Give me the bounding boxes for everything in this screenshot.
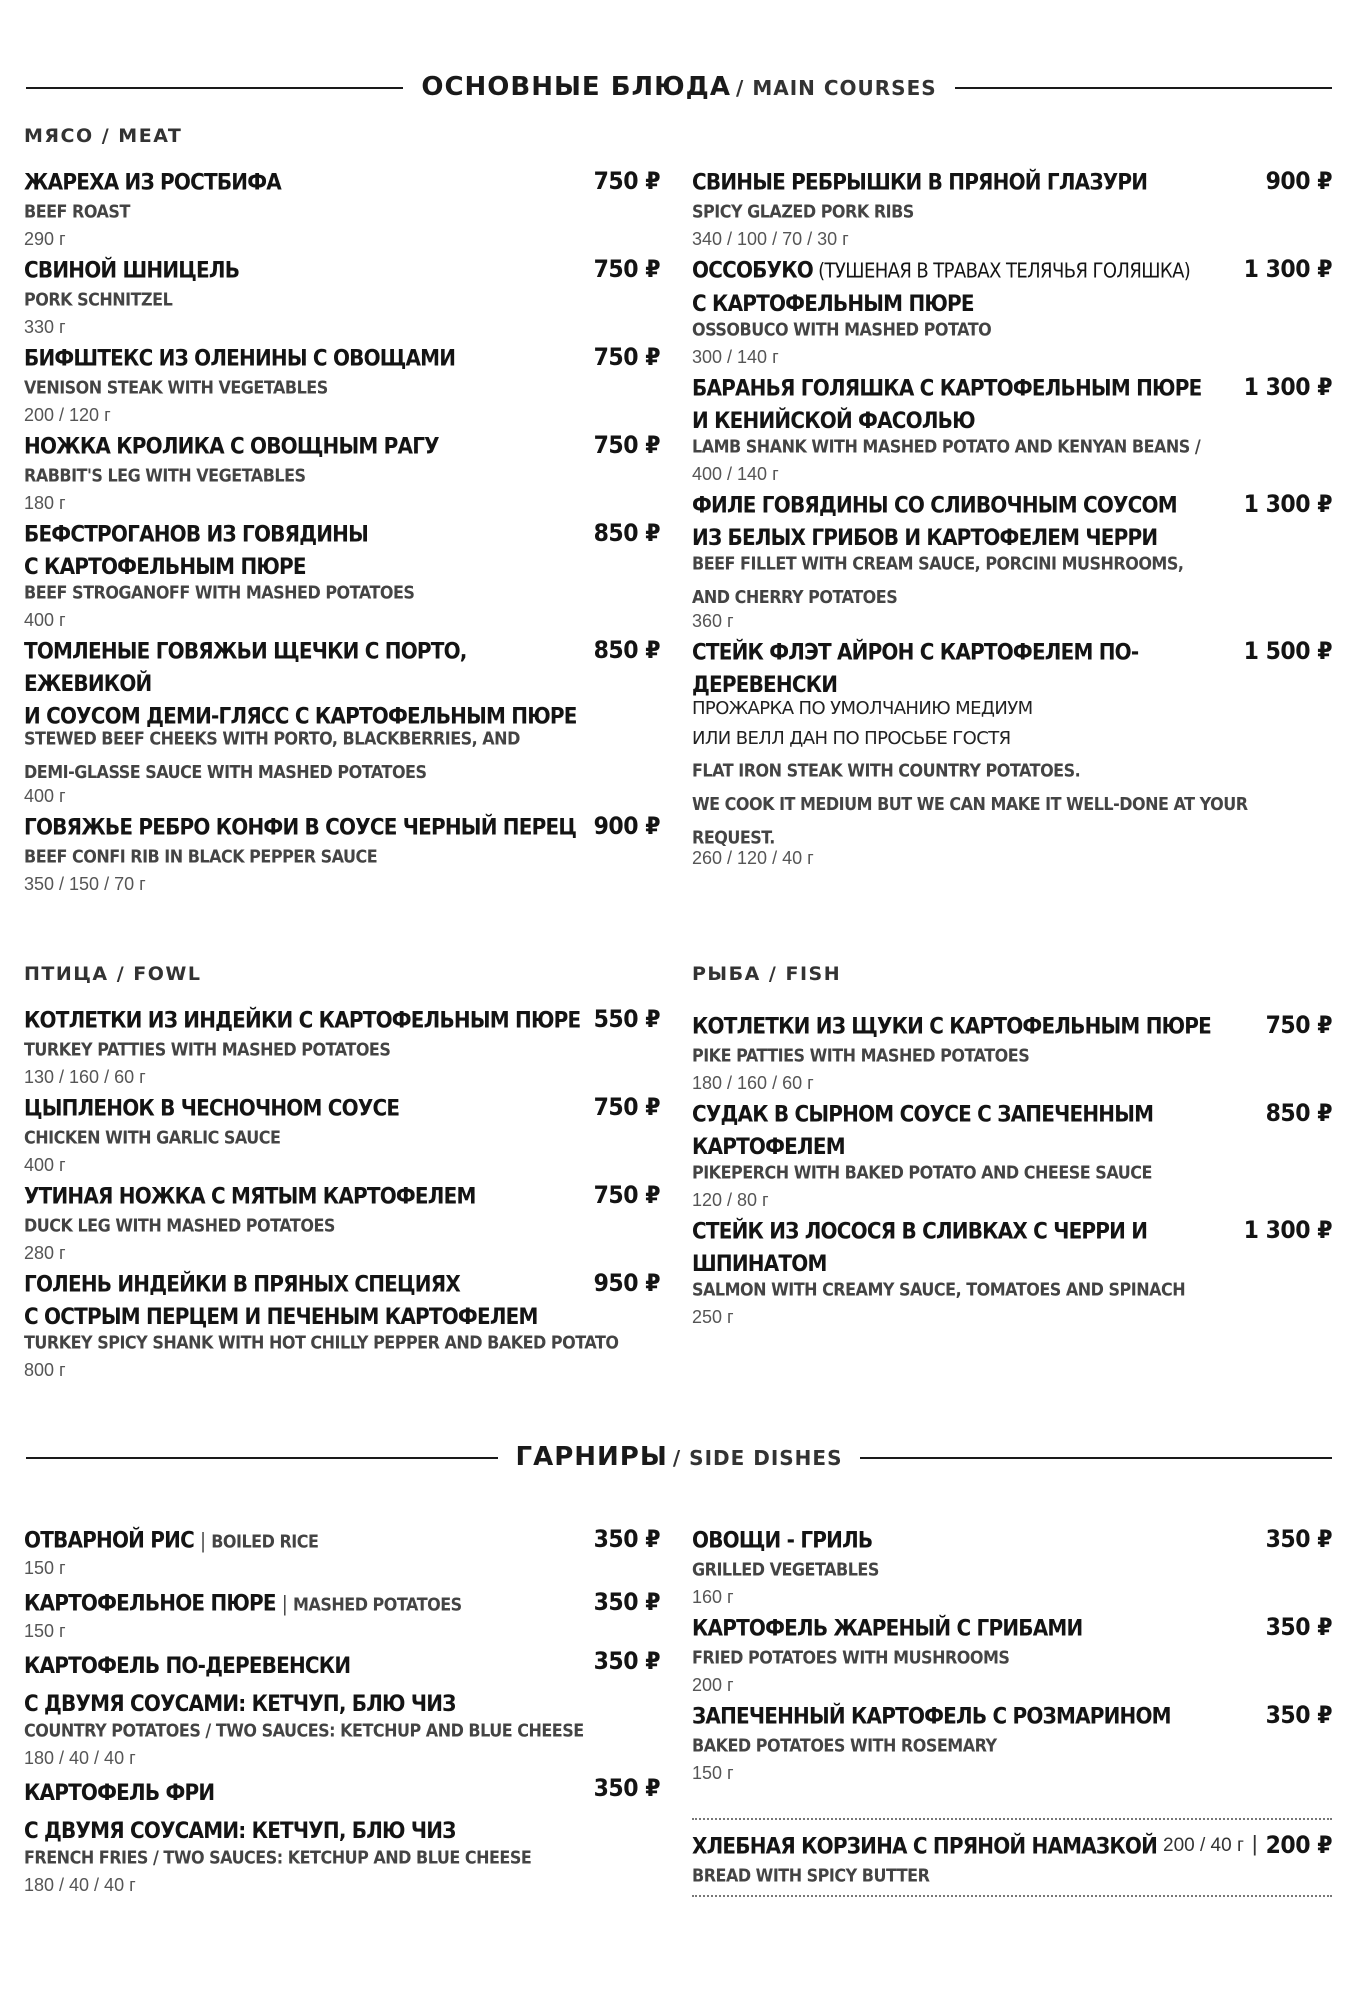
price-separator: | (1251, 1831, 1258, 1856)
menu-item (24, 1092, 660, 1180)
item-name (692, 254, 1190, 320)
item-name-en: CHICKEN WITH GARLIC SAUCE (24, 1126, 281, 1148)
main-courses-title-ru: ОСНОВНЫЕ БЛЮДА (421, 71, 731, 102)
main-courses-header (26, 68, 1332, 108)
item-name-en: PIKE PATTIES WITH MASHED POTATOES (692, 1044, 1030, 1066)
item-name-en: BAKED POTATOES WITH ROSEMARY (692, 1734, 997, 1756)
item-price: 850 ₽ (593, 520, 660, 548)
item-price: 750 ₽ (1265, 1012, 1332, 1040)
item-name-en: TURKEY SPICY SHANK WITH HOT CHILLY PEPPER AND BAKED POTATO (24, 1331, 619, 1353)
item-weight: 360 г (692, 611, 734, 631)
item-weight: 180 / 40 / 40 г (24, 1875, 136, 1895)
item-name: ЦЫПЛЕНОК В ЧЕСНОЧНОМ СОУСЕ (24, 1094, 400, 1122)
meat-right-column (692, 166, 1332, 873)
item-weight: 400 г (24, 1155, 66, 1175)
item-price: 200 ₽ (1265, 1832, 1332, 1860)
menu-item (692, 1215, 1332, 1332)
item-name-en: DUCK LEG WITH MASHED POTATOES (24, 1214, 335, 1236)
item-name-main: ОССОБУКО (692, 256, 813, 284)
fish-column (692, 1010, 1332, 1332)
item-weight: 150 г (24, 1621, 66, 1641)
item-name-en: STEWED BEEF CHEEKS WITH PORTO, BLACKBERRIES, AND DEMI-GLASSE SAUCE WITH MASHED POTATOES (24, 727, 520, 783)
sides-right-column (692, 1524, 1332, 1788)
side-dishes-header (26, 1438, 1332, 1478)
menu-item (24, 166, 660, 254)
menu-item (24, 1587, 660, 1646)
menu-item (692, 254, 1332, 372)
menu-item (692, 636, 1332, 873)
item-weight: 130 / 160 / 60 г (24, 1067, 146, 1087)
item-name: ТОМЛЕНЫЕ ГОВЯЖЬИ ЩЕЧКИ С ПОРТО, ЕЖЕВИКОЙ И СОУСОМ ДЕМИ-ГЛЯСС С КАРТОФЕЛЬНЫМ ПЮРЕ (24, 637, 577, 730)
item-name: ОВОЩИ - ГРИЛЬ (692, 1526, 873, 1554)
menu-item (692, 1010, 1332, 1098)
item-name-en: SALMON WITH CREAMY SAUCE, TOMATOES AND SPINACH (692, 1278, 1186, 1300)
menu-item (24, 1646, 660, 1773)
menu-item (692, 166, 1332, 254)
item-name: СВИНОЙ ШНИЦЕЛЬ (24, 256, 240, 284)
item-weight: 330 г (24, 317, 66, 337)
item-name-en: GRILLED VEGETABLES (692, 1558, 879, 1580)
item-weight: 250 г (692, 1307, 734, 1327)
item-weight: 400 г (24, 610, 66, 630)
item-price: 1 300 ₽ (1243, 374, 1332, 402)
menu-item (24, 518, 660, 635)
item-weight: 200 / 120 г (24, 405, 111, 425)
item-name-en: BREAD WITH SPICY BUTTER (692, 1864, 930, 1886)
item-name-ru: ОТВАРНОЙ РИС (24, 1526, 194, 1554)
item-name: ЖАРЕХА ИЗ РОСТБИФА (24, 168, 281, 196)
item-price: 1 300 ₽ (1243, 256, 1332, 284)
item-price: 350 ₽ (593, 1648, 660, 1676)
item-weight: 300 / 140 г (692, 347, 779, 367)
item-name-en: OSSOBUCO WITH MASHED POTATO (692, 318, 992, 340)
item-price: 900 ₽ (1265, 168, 1332, 196)
menu-item (24, 1268, 660, 1385)
item-separator: | (199, 1529, 206, 1554)
item-name: НОЖКА КРОЛИКА С ОВОЩНЫМ РАГУ (24, 432, 439, 460)
item-name-en: FLAT IRON STEAK WITH COUNTRY POTATOES. WE COOK IT MEDIUM BUT WE CAN MAKE IT WELL-DONE AT YOUR REQUEST. (692, 759, 1248, 849)
item-name: КОТЛЕТКИ ИЗ ИНДЕЙКИ С КАРТОФЕЛЬНЫМ ПЮРЕ (24, 1006, 581, 1034)
item-name: ЗАПЕЧЕННЫЙ КАРТОФЕЛЬ С РОЗМАРИНОМ (692, 1702, 1171, 1730)
item-name-en: FRENCH FRIES / TWO SAUCES: KETCHUP AND BLUE CHEESE (24, 1846, 532, 1868)
item-price: 350 ₽ (1265, 1702, 1332, 1730)
item-name: СТЕЙК ИЗ ЛОСОСЯ В СЛИВКАХ С ЧЕРРИ И ШПИНАТОМ (692, 1217, 1148, 1277)
item-name: ФИЛЕ ГОВЯДИНЫ СО СЛИВОЧНЫМ СОУСОМ ИЗ БЕЛЫХ ГРИБОВ И КАРТОФЕЛЕМ ЧЕРРИ (692, 491, 1177, 551)
item-weight: 180 / 40 / 40 г (24, 1748, 136, 1768)
item-name: СТЕЙК ФЛЭТ АЙРОН С КАРТОФЕЛЕМ ПО-ДЕРЕВЕНСКИ (692, 638, 1139, 698)
item-weight: 280 г (24, 1243, 66, 1263)
header-line-left (26, 1457, 498, 1459)
menu-item (24, 811, 660, 899)
item-weight: 150 г (692, 1763, 734, 1783)
item-weight: 290 г (24, 229, 66, 249)
menu-item (24, 342, 660, 430)
item-price: 750 ₽ (593, 168, 660, 196)
item-price: 1 300 ₽ (1243, 491, 1332, 519)
item-weight: 180 / 160 / 60 г (692, 1073, 814, 1093)
item-name-en: FRIED POTATOES WITH MUSHROOMS (692, 1646, 1010, 1668)
item-name-en: VENISON STEAK WITH VEGETABLES (24, 376, 328, 398)
item-weight: 340 / 100 / 70 / 30 г (692, 229, 849, 249)
menu-item (692, 1612, 1332, 1700)
item-name-ru: КАРТОФЕЛЬНОЕ ПЮРЕ (24, 1589, 276, 1617)
header-line-right (860, 1457, 1332, 1459)
side-dishes-title (498, 1437, 861, 1480)
item-name-en: BEEF CONFI RIB IN BLACK PEPPER SAUCE (24, 845, 378, 867)
item-price: 350 ₽ (593, 1775, 660, 1803)
item-price: 350 ₽ (593, 1526, 660, 1554)
item-price: 950 ₽ (593, 1270, 660, 1298)
item-name: СВИНЫЕ РЕБРЫШКИ В ПРЯНОЙ ГЛАЗУРИ (692, 168, 1148, 196)
item-price: 750 ₽ (593, 344, 660, 372)
item-name-en: BEEF STROGANOFF WITH MASHED POTATOES (24, 581, 415, 603)
item-name-en: PORK SCHNITZEL (24, 288, 173, 310)
item-weight: 160 г (692, 1587, 734, 1607)
menu-item (692, 489, 1332, 636)
item-price: 350 ₽ (593, 1589, 660, 1617)
item-name-en-inline: BOILED RICE (211, 1530, 319, 1552)
item-weight: 200 г (692, 1675, 734, 1695)
item-price: 900 ₽ (593, 813, 660, 841)
item-name (24, 1587, 462, 1621)
item-price: 850 ₽ (1265, 1100, 1332, 1128)
menu-item (24, 1180, 660, 1268)
menu-item (24, 254, 660, 342)
meat-subheader: МЯСО / MEAT (24, 125, 183, 147)
item-name: КАРТОФЕЛЬ ФРИ С ДВУМЯ СОУСАМИ: КЕТЧУП, БЛЮ ЧИЗ (24, 1778, 456, 1844)
item-price: 1 300 ₽ (1243, 1217, 1332, 1245)
menu-item (692, 1700, 1332, 1788)
item-name: БИФШТЕКС ИЗ ОЛЕНИНЫ С ОВОЩАМИ (24, 344, 456, 372)
item-name-en-inline: MASHED POTATOES (293, 1593, 462, 1615)
fowl-column (24, 1004, 660, 1385)
fowl-subheader: ПТИЦА / FOWL (24, 963, 202, 985)
item-price: 1 500 ₽ (1243, 638, 1332, 666)
item-name-en: SPICY GLAZED PORK RIBS (692, 200, 914, 222)
menu-item (24, 1773, 660, 1900)
item-price: 850 ₽ (593, 637, 660, 665)
fish-subheader: РЫБА / FISH (692, 963, 842, 985)
item-name-en: COUNTRY POTATOES / TWO SAUCES: KETCHUP AND BLUE CHEESE (24, 1719, 584, 1741)
item-weight: 400 г (24, 786, 66, 806)
item-name: ГОВЯЖЬЕ РЕБРО КОНФИ В СОУСЕ ЧЕРНЫЙ ПЕРЕЦ (24, 813, 577, 841)
item-price: 750 ₽ (593, 432, 660, 460)
menu-item (24, 430, 660, 518)
item-name: СУДАК В СЫРНОМ СОУСЕ С ЗАПЕЧЕННЫМ КАРТОФЕЛЕМ (692, 1100, 1154, 1160)
menu-item (24, 635, 660, 811)
item-note: ПРОЖАРКА ПО УМОЛЧАНИЮ МЕДИУМ ИЛИ ВЕЛЛ ДАН ПО ПРОСЬБЕ ГОСТЯ (692, 698, 1033, 749)
item-name: БЕФСТРОГАНОВ ИЗ ГОВЯДИНЫ С КАРТОФЕЛЬНЫМ ПЮРЕ (24, 520, 369, 580)
item-name: УТИНАЯ НОЖКА С МЯТЫМ КАРТОФЕЛЕМ (24, 1182, 476, 1210)
header-line-right (955, 87, 1332, 89)
item-name-en: PIKEPERCH WITH BAKED POTATO AND CHEESE SAUCE (692, 1161, 1152, 1183)
bread-basket-box (692, 1818, 1332, 1897)
item-separator: | (281, 1592, 288, 1617)
item-price: 350 ₽ (1265, 1614, 1332, 1642)
item-weight: 800 г (24, 1360, 66, 1380)
item-name-en: TURKEY PATTIES WITH MASHED POTATOES (24, 1038, 391, 1060)
bread-price-group (1163, 1830, 1332, 1859)
sides-left-column (24, 1524, 660, 1900)
item-name-parenthetical: (ТУШЕНАЯ В ТРАВАХ ТЕЛЯЧЬЯ ГОЛЯШКА) (812, 259, 1191, 284)
side-dishes-title-ru: ГАРНИРЫ (515, 1441, 668, 1472)
item-name: КАРТОФЕЛЬ ЖАРЕНЫЙ С ГРИБАМИ (692, 1614, 1083, 1642)
item-weight: 350 / 150 / 70 г (24, 874, 146, 894)
item-weight: 150 г (24, 1558, 66, 1578)
menu-item (692, 1524, 1332, 1612)
item-name-en: BEEF FILLET WITH CREAM SAUCE, PORCINI MUSHROOMS, AND CHERRY POTATOES (692, 552, 1184, 608)
item-price: 550 ₽ (593, 1006, 660, 1034)
item-name-line2: С КАРТОФЕЛЬНЫМ ПЮРЕ (692, 289, 974, 317)
item-weight: 180 г (24, 493, 66, 513)
side-dishes-title-en: / SIDE DISHES (672, 1445, 843, 1470)
item-price: 750 ₽ (593, 1094, 660, 1122)
item-weight: 120 / 80 г (692, 1190, 769, 1210)
item-price: 350 ₽ (1265, 1526, 1332, 1554)
item-name (24, 1524, 318, 1558)
item-price: 750 ₽ (593, 1182, 660, 1210)
item-name: КОТЛЕТКИ ИЗ ЩУКИ С КАРТОФЕЛЬНЫМ ПЮРЕ (692, 1012, 1212, 1040)
item-name-en: LAMB SHANK WITH MASHED POTATO AND KENYAN BEANS / (692, 435, 1201, 457)
item-name: БАРАНЬЯ ГОЛЯШКА С КАРТОФЕЛЬНЫМ ПЮРЕ И КЕНИЙСКОЙ ФАСОЛЬЮ (692, 374, 1202, 434)
menu-item (24, 1524, 660, 1583)
meat-left-column (24, 166, 660, 899)
item-name-en: RABBIT'S LEG WITH VEGETABLES (24, 464, 306, 486)
item-weight: 400 / 140 г (692, 464, 779, 484)
header-line-left (26, 87, 403, 89)
item-price: 750 ₽ (593, 256, 660, 284)
main-courses-title-en: / MAIN COURSES (736, 75, 937, 100)
item-name: ГОЛЕНЬ ИНДЕЙКИ В ПРЯНЫХ СПЕЦИЯХ С ОСТРЫМ ПЕРЦЕМ И ПЕЧЕНЫМ КАРТОФЕЛЕМ (24, 1270, 538, 1330)
menu-item (692, 372, 1332, 489)
menu-item (24, 1004, 660, 1092)
item-weight: 200 / 40 г (1163, 1835, 1244, 1856)
menu-item (692, 1098, 1332, 1215)
item-name-en: BEEF ROAST (24, 200, 130, 222)
item-weight: 260 / 120 / 40 г (692, 848, 814, 868)
main-courses-title (403, 67, 954, 110)
item-name: КАРТОФЕЛЬ ПО-ДЕРЕВЕНСКИ С ДВУМЯ СОУСАМИ: КЕТЧУП, БЛЮ ЧИЗ (24, 1651, 456, 1717)
item-name: ХЛЕБНАЯ КОРЗИНА С ПРЯНОЙ НАМАЗКОЙ (692, 1832, 1158, 1860)
